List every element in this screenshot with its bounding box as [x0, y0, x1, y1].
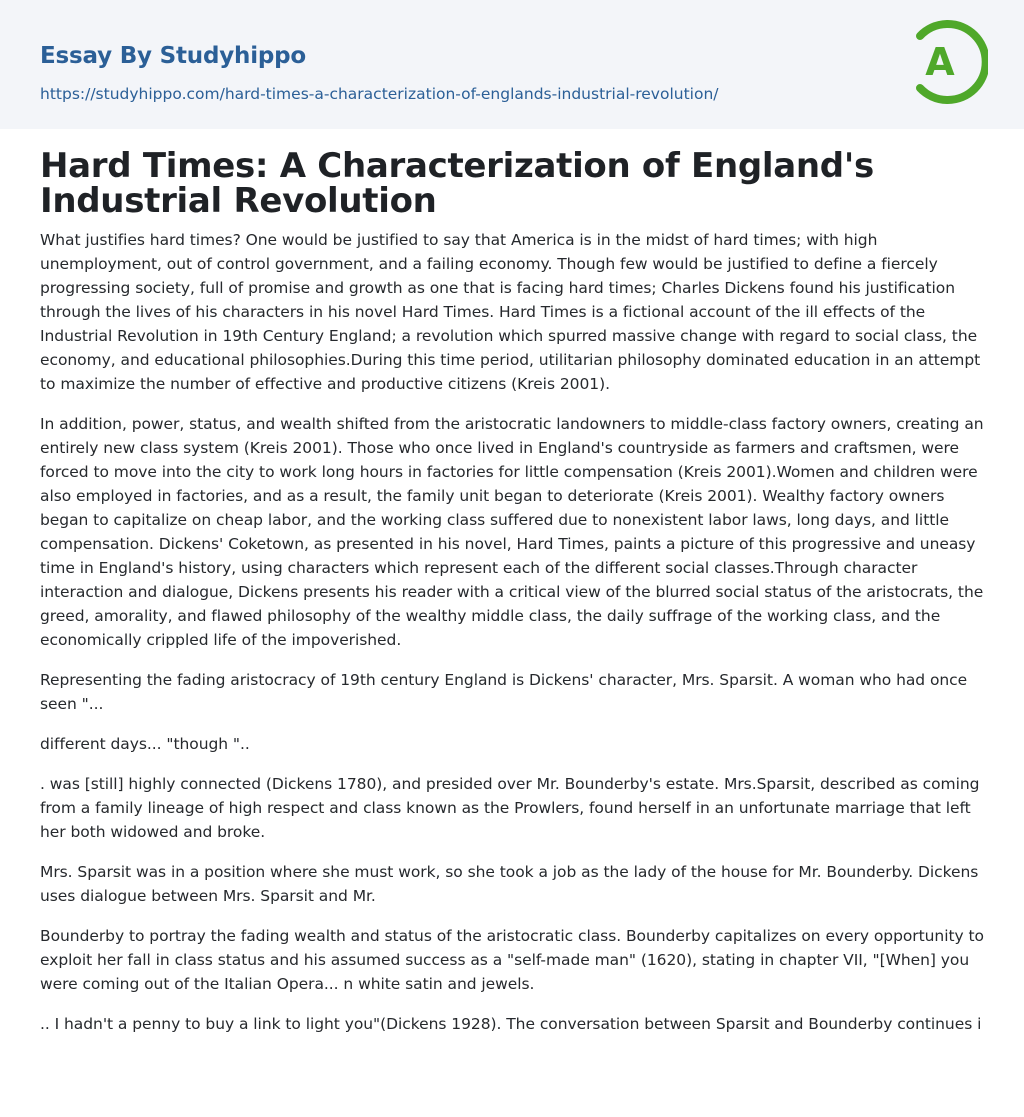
essay-paragraph: .. I hadn't a penny to buy a link to light you"(Dickens 1928). The conversation between Sparsit and Bounderby continues i	[40, 1015, 982, 1033]
essay-paragraph: Representing the fading aristocracy of 19th century England is Dickens' character, Mrs. Sparsit. A woman who had once seen "...	[40, 671, 968, 713]
essay-paragraph: different days... "though "..	[40, 735, 250, 753]
essay-paragraph: In addition, power, status, and wealth shifted from the aristocratic landowners to middle-class factory owners, creating an entirely new class system (Kreis 2001). Those who once lived in England's countryside as farmers and craftsmen, were forced to move into the city to work long hours in factories for little compensation (Kreis 2001).Women and children were also employed in factories, and as a result, the family unit began to deteriorate (Kreis 2001). Wealthy factory owners began to capitalize on cheap labor, and the working class suffered due to nonexistent labor laws, long days, and little compensation. Dickens' Coketown, as presented in his novel, Hard Times, paints a picture of this progressive and uneasy time in England's history, using characters which represent each of the different social classes.Through character interaction and dialogue, Dickens presents his reader with a critical view of the blurred social status of the aristocrats, the greed, amorality, and flawed philosophy of the wealthy middle class, the daily suffrage of the working class, and the economically crippled life of the impoverished.	[40, 415, 984, 649]
site-header	[0, 0, 1024, 129]
essay-body	[40, 228, 984, 1052]
essay-paragraph: Bounderby to portray the fading wealth and status of the aristocratic class. Bounderby capitalizes on every opportunity to exploit her fall in class status and his assumed success as a "self-made man" (1620), stating in chapter VII, "[When] you were coming out of the Italian Opera... n white satin and jewels.	[40, 927, 984, 993]
page-title: Hard Times: A Characterization of England's Industrial Revolution	[40, 146, 874, 221]
essay-paragraph: Mrs. Sparsit was in a position where she must work, so she took a job as the lady of the house for Mr. Bounderby. Dickens uses dialogue between Mrs. Sparsit and Mr.	[40, 863, 979, 905]
essay-paragraph: What justifies hard times? One would be justified to say that America is in the midst of hard times; with high unemployment, out of control government, and a failing economy. Though few would be justified to define a fiercely progressing society, full of promise and growth as one that is facing hard times; Charles Dickens found his justification through the lives of his characters in his novel Hard Times. Hard Times is a fictional account of the ill effects of the Industrial Revolution in 19th Century England; a revolution which spurred massive change with regard to social class, the economy, and educational philosophies.During this time period, utilitarian philosophy dominated education in an attempt to maximize the number of effective and productive citizens (Kreis 2001).	[40, 231, 981, 393]
logo-letter: A	[925, 40, 955, 84]
studyhippo-logo-icon[interactable]	[912, 18, 988, 108]
essay-url-link[interactable]: https://studyhippo.com/hard-times-a-characterization-of-englands-industrial-revolution/	[40, 85, 719, 103]
essay-paragraph: . was [still] highly connected (Dickens 1780), and presided over Mr. Bounderby's estate. Mrs.Sparsit, described as coming from a family lineage of high respect and class known as the Prowlers, found herself in an unfortunate marriage that left her both widowed and broke.	[40, 775, 980, 841]
brand-title[interactable]: Essay By Studyhippo	[40, 43, 307, 69]
